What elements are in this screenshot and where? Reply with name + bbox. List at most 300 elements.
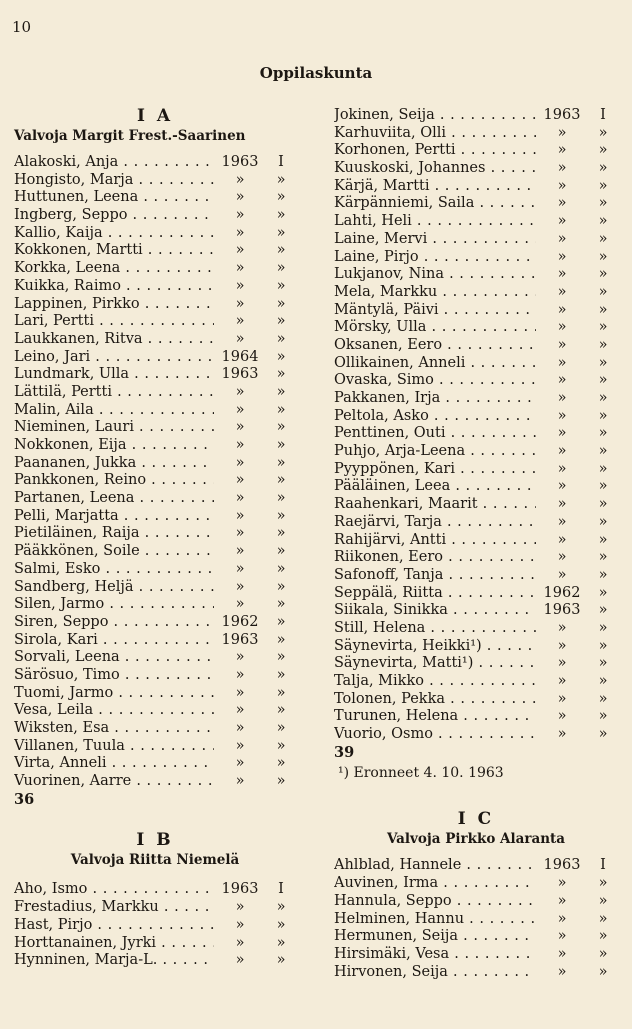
student-row — [334, 302, 618, 320]
student-grade: » — [598, 726, 608, 743]
student-year: » — [235, 472, 245, 489]
student-row — [14, 596, 296, 614]
student-grade: » — [598, 230, 608, 247]
student-grade: » — [598, 336, 608, 353]
student-grade: I — [278, 881, 284, 898]
student-year: » — [557, 336, 567, 353]
student-year: 1963 — [221, 631, 259, 648]
student-year: » — [557, 195, 567, 212]
student-row — [334, 425, 618, 443]
student-name: Leino, Jari . . . — [14, 349, 214, 367]
student-name: Lahti, Heli . . . — [334, 213, 536, 231]
student-row — [14, 508, 296, 526]
student-grade: » — [276, 560, 286, 577]
student-grade: » — [276, 631, 286, 648]
student-name: Hongisto, Marja . . . — [14, 172, 214, 190]
student-grade: » — [276, 207, 286, 224]
student-grade: » — [598, 124, 608, 141]
student-name: Hermunen, Seija . . . — [334, 928, 536, 946]
student-grade: » — [276, 313, 286, 330]
student-grade: » — [598, 407, 608, 424]
student-grade: » — [598, 266, 608, 283]
student-row — [14, 260, 296, 278]
student-row — [14, 614, 296, 632]
section-heading: I B — [136, 830, 174, 851]
student-year: » — [557, 637, 567, 654]
student-year: » — [235, 899, 245, 916]
footnote: ¹) Eronneet 4. 10. 1963 — [338, 765, 504, 782]
student-row — [14, 738, 296, 756]
student-grade: » — [276, 277, 286, 294]
student-grade: I — [278, 154, 284, 170]
student-row — [334, 355, 618, 373]
student-row — [334, 655, 618, 673]
student-year: » — [235, 684, 245, 701]
student-grade: » — [598, 248, 608, 265]
student-year: 1962 — [543, 584, 581, 601]
student-year: » — [235, 454, 245, 471]
student-row — [334, 107, 618, 125]
student-row — [334, 857, 618, 875]
student-grade: » — [598, 963, 608, 980]
student-year: » — [235, 383, 245, 400]
student-grade: » — [598, 301, 608, 318]
student-row — [14, 331, 296, 349]
student-year: » — [235, 313, 245, 330]
student-row — [334, 585, 618, 603]
student-year: » — [557, 566, 567, 583]
student-row — [14, 472, 296, 490]
student-grade: » — [276, 383, 286, 400]
student-year: » — [235, 207, 245, 224]
student-grade: » — [598, 637, 608, 654]
student-name: Lundmark, Ulla . . . — [14, 366, 214, 384]
student-grade: » — [598, 910, 608, 927]
student-year: » — [557, 945, 567, 962]
student-year: » — [557, 390, 567, 406]
section-supervisor: Valvoja Riitta Niemelä — [70, 852, 240, 869]
student-year: » — [235, 224, 245, 241]
student-name: Vesa, Leila . . . — [14, 702, 214, 720]
student-row — [14, 154, 296, 172]
student-year: » — [557, 549, 567, 566]
student-name: Peltola, Asko . . . — [334, 408, 536, 426]
right-column — [334, 107, 618, 981]
student-list — [14, 881, 296, 969]
student-row — [334, 532, 618, 550]
student-year: » — [235, 419, 245, 436]
student-row — [14, 720, 296, 738]
student-year: 1963 — [543, 107, 581, 123]
student-year: » — [557, 910, 567, 927]
student-grade: » — [276, 899, 286, 916]
student-row — [14, 313, 296, 331]
student-row — [14, 667, 296, 685]
student-row — [14, 543, 296, 561]
student-year: » — [557, 460, 567, 477]
student-row — [334, 284, 618, 302]
student-row — [334, 620, 618, 638]
student-name: Sandberg, Heljä . . . — [14, 579, 214, 597]
student-name: Frestadius, Markku . . . — [14, 899, 214, 917]
student-grade: » — [598, 443, 608, 460]
student-name: Oksanen, Eero . . . — [334, 337, 536, 355]
student-row — [334, 893, 618, 911]
student-year: » — [557, 619, 567, 636]
student-year: » — [557, 478, 567, 495]
student-grade: » — [276, 649, 286, 666]
student-row — [334, 602, 618, 620]
student-year: » — [235, 437, 245, 453]
student-grade: » — [598, 584, 608, 601]
student-grade: » — [598, 619, 608, 636]
student-name: Pääkkönen, Soile . . . — [14, 543, 214, 561]
student-year: » — [557, 354, 567, 371]
student-name: Wiksten, Esa . . . — [14, 720, 214, 738]
student-row — [14, 702, 296, 720]
student-row — [334, 142, 618, 160]
student-name: Silen, Jarmo . . . — [14, 596, 214, 614]
student-row — [14, 881, 296, 899]
student-name: Partanen, Leena . . . — [14, 490, 214, 508]
student-grade: » — [598, 945, 608, 962]
student-name: Lukjanov, Nina . . . — [334, 266, 536, 284]
student-year: » — [557, 963, 567, 980]
student-grade: » — [276, 702, 286, 719]
section-heading: I A — [136, 106, 174, 126]
student-year: » — [557, 513, 567, 530]
student-grade: » — [598, 892, 608, 909]
student-name: Sorvali, Leena . . . — [14, 649, 214, 667]
student-year: 1963 — [543, 857, 581, 874]
student-row — [334, 337, 618, 355]
student-row — [334, 461, 618, 479]
student-grade: » — [276, 401, 286, 418]
student-name: Raahenkari, Maarit . . . — [334, 496, 536, 514]
student-grade: » — [598, 478, 608, 495]
student-year: » — [235, 934, 245, 951]
student-grade: » — [276, 330, 286, 347]
student-row — [334, 549, 618, 567]
student-row — [334, 213, 618, 231]
student-year: » — [235, 401, 245, 418]
student-row — [14, 579, 296, 597]
student-name: Villanen, Tuula . . . — [14, 738, 214, 756]
student-row — [14, 952, 296, 970]
student-year: 1962 — [221, 613, 259, 630]
student-row — [14, 490, 296, 508]
student-year: » — [235, 666, 245, 683]
student-grade: » — [598, 195, 608, 212]
student-grade: » — [598, 177, 608, 194]
student-year: » — [557, 160, 567, 177]
student-year: » — [235, 560, 245, 577]
student-year: » — [557, 124, 567, 141]
student-grade: » — [598, 390, 608, 406]
student-year: » — [235, 596, 245, 613]
student-grade: » — [276, 224, 286, 241]
student-grade: » — [598, 142, 608, 159]
student-grade: I — [600, 107, 606, 123]
student-grade: » — [598, 283, 608, 300]
student-row — [334, 496, 618, 514]
student-name: Vuorinen, Aarre . . . — [14, 773, 214, 791]
student-grade: » — [276, 260, 286, 277]
student-name: Riikonen, Eero . . . — [334, 549, 536, 567]
student-name: Siren, Seppo . . . — [14, 614, 214, 632]
student-name: Alakoski, Anja . . . — [14, 154, 214, 172]
student-row — [14, 632, 296, 650]
student-row — [14, 189, 296, 207]
student-row — [334, 266, 618, 284]
student-row — [334, 125, 618, 143]
student-row — [334, 390, 618, 408]
student-row — [14, 384, 296, 402]
section-heading: I C — [457, 809, 495, 830]
student-year: » — [557, 496, 567, 513]
student-year: » — [235, 507, 245, 524]
student-year: » — [557, 266, 567, 283]
student-name: Hast, Pirjo . . . — [14, 917, 214, 935]
student-grade: » — [598, 602, 608, 619]
student-name: Kuikka, Raimo . . . — [14, 278, 214, 296]
student-name: Still, Helena . . . — [334, 620, 536, 638]
student-grade: » — [276, 543, 286, 560]
student-name: Pietiläinen, Raija . . . — [14, 525, 214, 543]
student-row — [334, 708, 618, 726]
student-year: » — [235, 737, 245, 754]
student-row — [14, 561, 296, 579]
student-row — [14, 419, 296, 437]
student-name: Virta, Anneli . . . — [14, 755, 214, 773]
student-grade: » — [598, 708, 608, 725]
student-row — [334, 478, 618, 496]
student-row — [334, 319, 618, 337]
student-name: Auvinen, Irma . . . — [334, 875, 536, 893]
student-row — [334, 911, 618, 929]
student-row — [334, 231, 618, 249]
student-list — [14, 154, 296, 791]
student-year: 1963 — [221, 881, 259, 898]
student-year: » — [557, 425, 567, 442]
student-grade: » — [276, 171, 286, 188]
student-name: Laukkanen, Ritva . . . — [14, 331, 214, 349]
student-count: 36 — [14, 790, 35, 808]
student-grade: » — [598, 673, 608, 689]
student-grade: » — [276, 437, 286, 453]
student-name: Helminen, Hannu . . . — [334, 911, 536, 929]
student-year: » — [557, 726, 567, 743]
student-row — [334, 178, 618, 196]
student-year: » — [557, 319, 567, 336]
student-grade: » — [598, 513, 608, 530]
student-name: Safonoff, Tanja . . . — [334, 567, 536, 585]
student-name: Pankkonen, Reino . . . — [14, 472, 214, 490]
student-name: Talja, Mikko . . . — [334, 673, 536, 691]
student-name: Nokkonen, Eija . . . — [14, 437, 214, 455]
student-year: » — [557, 213, 567, 230]
student-grade: » — [598, 425, 608, 442]
student-name: Hirvonen, Seija . . . — [334, 964, 536, 982]
student-name: Kärpänniemi, Saila . . . — [334, 195, 536, 213]
student-name: Huttunen, Leena . . . — [14, 189, 214, 207]
student-name: Penttinen, Outi . . . — [334, 425, 536, 443]
student-row — [334, 408, 618, 426]
student-year: » — [235, 330, 245, 347]
student-grade: » — [276, 720, 286, 736]
student-row — [334, 638, 618, 656]
student-year: » — [235, 525, 245, 542]
student-name: Pakkanen, Irja . . . — [334, 390, 536, 408]
student-row — [334, 443, 618, 461]
student-row — [334, 928, 618, 946]
student-name: Karhuviita, Olli . . . — [334, 125, 536, 143]
student-row — [14, 899, 296, 917]
student-year: 1963 — [221, 366, 259, 383]
student-name: Kokkonen, Martti . . . — [14, 242, 214, 260]
student-grade: » — [276, 525, 286, 542]
student-grade: » — [276, 348, 286, 365]
student-name: Horttanainen, Jyrki . . . — [14, 935, 214, 953]
student-name: Kärjä, Martti . . . — [334, 178, 536, 196]
student-grade: » — [598, 213, 608, 230]
student-name: Hynninen, Marja-L. . . . — [14, 952, 214, 970]
student-row — [334, 673, 618, 691]
student-name: Ingberg, Seppo . . . — [14, 207, 214, 225]
student-grade: » — [276, 596, 286, 613]
student-grade: » — [276, 755, 286, 772]
student-year: » — [557, 301, 567, 318]
student-row — [14, 773, 296, 791]
student-row — [14, 917, 296, 935]
student-name: Säynevirta, Heikki¹) . . . — [334, 638, 536, 656]
student-year: » — [557, 673, 567, 689]
student-name: Siikala, Sinikka . . . — [334, 602, 536, 620]
student-year: » — [235, 171, 245, 188]
student-name: Rahijärvi, Antti . . . — [334, 532, 536, 550]
student-grade: » — [276, 773, 286, 790]
student-grade: » — [598, 460, 608, 477]
student-grade: » — [598, 655, 608, 672]
student-row — [14, 525, 296, 543]
student-row — [334, 372, 618, 390]
student-row — [14, 685, 296, 703]
student-name: Mörsky, Ulla . . . — [334, 319, 536, 337]
student-list — [334, 107, 618, 744]
student-year: » — [235, 755, 245, 772]
student-year: » — [235, 702, 245, 719]
student-grade: » — [276, 189, 286, 206]
student-row — [14, 296, 296, 314]
student-name: Lari, Pertti . . . — [14, 313, 214, 331]
student-name: Puhjo, Arja-Leena . . . — [334, 443, 536, 461]
student-year: » — [557, 248, 567, 265]
student-grade: » — [598, 354, 608, 371]
student-year: » — [557, 708, 567, 725]
student-name: Laine, Mervi . . . — [334, 231, 536, 249]
student-name: Salmi, Esko . . . — [14, 561, 214, 579]
student-name: Pelli, Marjatta . . . — [14, 508, 214, 526]
student-year: 1964 — [221, 348, 259, 365]
student-grade: » — [276, 578, 286, 595]
student-name: Nieminen, Lauri . . . — [14, 419, 214, 437]
page-title: Oppilaskunta — [259, 64, 373, 82]
student-year: » — [235, 578, 245, 595]
student-year: 1963 — [221, 154, 259, 170]
student-row — [334, 567, 618, 585]
student-grade: » — [598, 372, 608, 389]
student-year: » — [557, 655, 567, 672]
student-name: Pääläinen, Leea . . . — [334, 478, 536, 496]
student-list — [334, 857, 618, 981]
student-name: Kuuskoski, Johannes . . . — [334, 160, 536, 178]
student-row — [14, 366, 296, 384]
student-name: Säynevirta, Matti¹) . . . — [334, 655, 536, 673]
student-grade: » — [598, 690, 608, 707]
student-name: Korhonen, Pertti . . . — [334, 142, 536, 160]
student-year: » — [235, 260, 245, 277]
student-name: Kallio, Kaija . . . — [14, 225, 214, 243]
student-grade: » — [276, 472, 286, 489]
student-grade: » — [598, 319, 608, 336]
student-name: Ollikainen, Anneli . . . — [334, 355, 536, 373]
student-grade: » — [276, 934, 286, 951]
student-year: » — [557, 372, 567, 389]
student-name: Laine, Pirjo . . . — [334, 249, 536, 267]
student-row — [14, 437, 296, 455]
student-grade: » — [598, 496, 608, 513]
student-year: » — [557, 443, 567, 460]
student-year: » — [557, 690, 567, 707]
student-grade: » — [598, 566, 608, 583]
student-year: » — [557, 928, 567, 945]
student-name: Korkka, Leena . . . — [14, 260, 214, 278]
student-grade: » — [598, 531, 608, 548]
student-row — [14, 172, 296, 190]
student-year: » — [235, 490, 245, 507]
student-name: Jokinen, Seija . . . — [334, 107, 536, 125]
student-row — [14, 755, 296, 773]
student-name: Vuorio, Osmo . . . — [334, 726, 536, 744]
student-row — [334, 160, 618, 178]
student-name: Mäntylä, Päivi . . . — [334, 302, 536, 320]
left-column — [14, 106, 296, 970]
student-grade: » — [276, 952, 286, 969]
student-grade: » — [276, 366, 286, 383]
student-grade: » — [276, 684, 286, 701]
student-name: Aho, Ismo . . . — [14, 881, 214, 899]
student-row — [334, 964, 618, 982]
student-year: » — [235, 242, 245, 259]
student-name: Seppälä, Riitta . . . — [334, 585, 536, 603]
student-grade: » — [598, 928, 608, 945]
student-row — [14, 402, 296, 420]
student-grade: » — [598, 160, 608, 177]
student-name: Raejärvi, Tarja . . . — [334, 514, 536, 532]
student-year: » — [235, 277, 245, 294]
student-year: » — [557, 142, 567, 159]
student-row — [334, 514, 618, 532]
page-number: 10 — [12, 18, 32, 36]
student-year: » — [235, 295, 245, 312]
student-year: » — [557, 892, 567, 909]
student-year: » — [235, 189, 245, 206]
student-row — [14, 207, 296, 225]
student-row — [14, 455, 296, 473]
student-row — [334, 195, 618, 213]
student-year: » — [557, 531, 567, 548]
student-name: Hirsimäki, Vesa . . . — [334, 946, 536, 964]
